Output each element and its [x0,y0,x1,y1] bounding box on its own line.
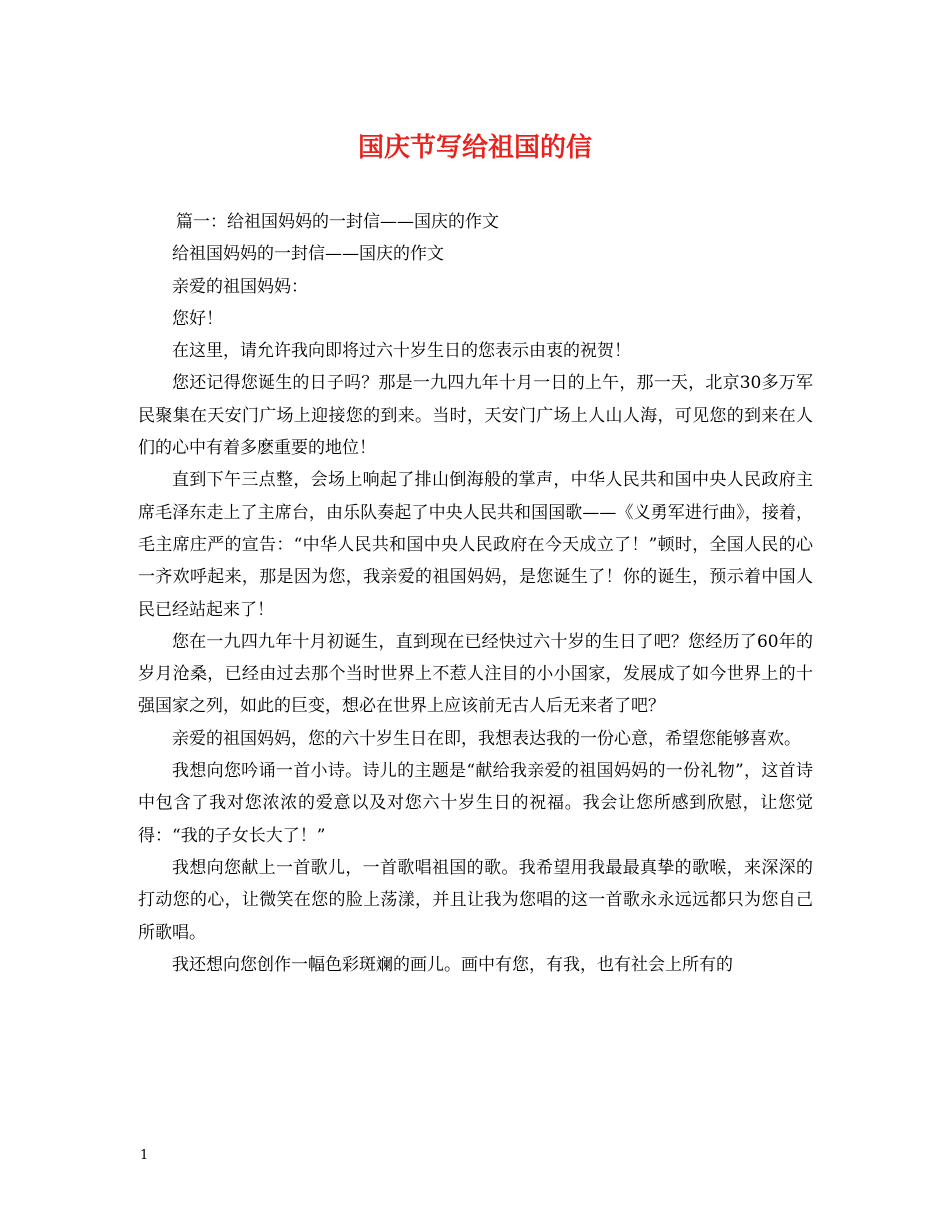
page-number: 1 [140,1148,149,1163]
body-paragraph: 我还想向您创作一幅色彩斑斓的画儿。画中有您，有我，也有社会上所有的 [172,954,733,975]
letter-salutation: 亲爱的祖国妈妈： [172,276,308,297]
body-paragraph: 直到下午三点整，会场上响起了排山倒海般的掌声，中华人民共和国中央人民政府主席毛泽东走上了主席台，由乐队奏起了中央人民共和国国歌——《义勇军进行曲》，接着，毛主席庄严的宣告：“中华人民共和国中央人民政府在今天成立了！”顿时，全国人民的心一齐欢呼起来，那是因为您，我亲爱的祖国妈妈，是您诞生了！你的诞生，预示着中国人民已经站起来了！ [138,470,813,620]
body-paragraph: 在这里，请允许我向即将过六十岁生日的您表示由衷的祝贺！ [172,341,631,362]
document-body [138,206,813,981]
body-paragraph: 亲爱的祖国妈妈，您的六十岁生日在即，我想表达我的一份心意，希望您能够喜欢。 [172,728,801,749]
body-paragraph: 您还记得您诞生的日子吗？那是一九四九年十月一日的上午，那一天，北京30多万军民聚集在天安门广场上迎接您的到来。当时，天安门广场上人山人海，可见您的到来在人们的心中有着多麽重要的地位！ [138,373,813,459]
body-paragraph: 我想向您吟诵一首小诗。诗儿的主题是“献给我亲爱的祖国妈妈的一份礼物”，这首诗中包含了我对您浓浓的爱意以及对您六十岁生日的祝福。我会让您所感到欣慰，让您觉得：“我的子女长大了！” [138,761,813,846]
document-title: 国庆节写给祖国的信 [357,133,592,163]
body-paragraph: 我想向您献上一首歌儿，一首歌唱祖国的歌。我希望用我最最真挚的歌喉，来深深的打动您的心，让微笑在您的脸上荡漾，并且让我为您唱的这一首歌永永远远都只为您自己所歌唱。 [138,857,813,943]
body-paragraph: 您在一九四九年十月初诞生，直到现在已经快过六十岁的生日了吧？您经历了60年的岁月沧桑，已经由过去那个当时世界上不惹人注目的小小国家，发展成了如今世界上的十强国家之列，如此的巨变，想必在世界上应该前无古人后无来者了吧？ [138,631,813,717]
letter-greeting: 您好！ [172,308,223,329]
section-heading: 篇一：给祖国妈妈的一封信——国庆的作文 [176,212,499,232]
letter-subtitle: 给祖国妈妈的一封信——国庆的作文 [172,244,444,265]
